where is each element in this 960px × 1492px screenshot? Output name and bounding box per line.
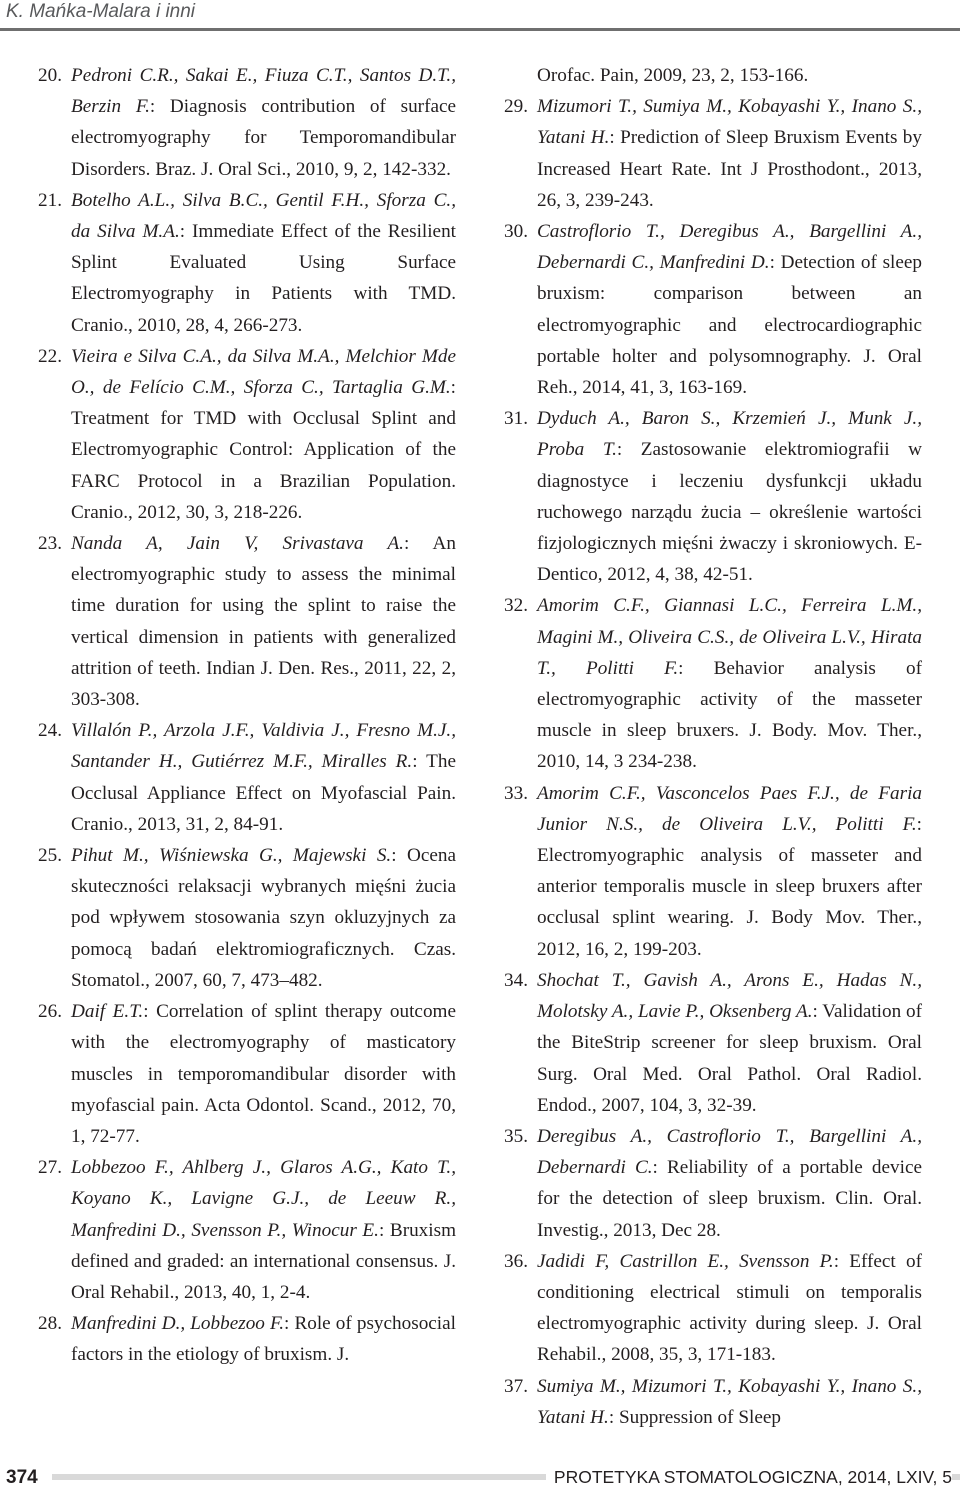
reference-item [36, 840, 456, 996]
reference-item [36, 1152, 456, 1308]
reference-text [71, 715, 456, 840]
reference-text [537, 216, 922, 403]
reference-item [36, 341, 456, 528]
reference-item [502, 60, 922, 91]
reference-details: : Suppression of Sleep [608, 1406, 781, 1428]
reference-details: : Correlation of splint therapy outcome with the electromyography of masticatory muscles in temporomandibular disorder with myofascial pain. Acta Odontol. Scand., 2012, 70, 1, 72-77. [71, 1001, 456, 1147]
reference-item [502, 1246, 922, 1371]
reference-details: : Reliability of a portable device for the detection of sleep bruxism. Clin. Oral. Investig., 2013, Dec 28. [537, 1157, 922, 1241]
reference-text [71, 60, 456, 185]
reference-item [502, 1121, 922, 1246]
reference-details: : Behavior analysis of electromyographic activity of the masseter muscle in sleep bruxers. J. Body. Mov. Ther., 2010, 14, 3 234-238. [537, 657, 922, 773]
reference-details: : Treatment for TMD with Occlusal Splint and Electromyographic Control: Application of the FARC Protocol in a Brazilian Population. Cranio., 2012, 30, 3, 218-226. [71, 377, 456, 523]
reference-details: : Prediction of Sleep Bruxism Events by Increased Heart Rate. Int J Prosthodont., 2013, 26, 3, 239-243. [537, 127, 922, 211]
reference-authors: Mizumori T., Sumiya M., Kobayashi Y., Inano S., Yatani H. [537, 96, 922, 149]
reference-authors: Jadidi F, Castrillon E., Svensson P. [537, 1250, 834, 1272]
reference-text [537, 1121, 922, 1246]
reference-authors: Nanda A, Jain V, Srivastava A. [71, 533, 404, 555]
reference-item [502, 216, 922, 403]
reference-details: : Zastosowanie elektromiografii w diagnostyce i leczeniu dysfunkcji układu ruchowego narządu żucia – określenie wartości fizjologicznych mięśni żwaczy i skroniowych. E-Dentico, 2012, 4, 38, 42-51. [537, 439, 922, 586]
reference-authors: Amorim C.F., Vasconcelos Paes F.J., de Faria Junior N.S., de Oliveira L.V., Politti F. [537, 782, 922, 835]
reference-number: 37. [504, 1375, 528, 1397]
reference-text [537, 60, 922, 91]
reference-number: 34. [504, 969, 528, 991]
reference-text [537, 590, 922, 777]
reference-details: : The Occlusal Appliance Effect on Myofascial Pain. Cranio., 2013, 31, 2, 84-91. [71, 751, 456, 835]
reference-authors: Villalón P., Arzola J.F., Valdivia J., Fresno M.J., Santander H., Gutiérrez M.F., Miralles R. [71, 720, 456, 773]
reference-authors: Lobbezoo F., Ahlberg J., Glaros A.G., Kato T., Koyano K., Lavigne G.J., de Leeuw R., Manfredini D., Svensson P., Winocur E. [71, 1157, 456, 1241]
reference-item [36, 60, 456, 185]
reference-number: 26. [38, 1001, 62, 1023]
reference-item [36, 528, 456, 715]
reference-number: 29. [504, 96, 528, 118]
reference-text [71, 1308, 456, 1370]
reference-authors: Vieira e Silva C.A., da Silva M.A., Melchior Mde O., de Felício C.M., Sforza C., Tartaglia G.M. [71, 345, 456, 399]
reference-number: 23. [38, 533, 62, 555]
reference-authors: Castroflorio T., Deregibus A., Bargellini A., Debernardi C., Manfredini D. [537, 221, 922, 274]
reference-authors: Daif E.T. [71, 1001, 144, 1023]
running-title: K. Mańka-Malara i inni [6, 1, 196, 22]
reference-item [36, 1308, 456, 1370]
page-number: 374 [0, 1463, 52, 1492]
reference-text [71, 840, 456, 996]
reference-item [502, 1371, 922, 1433]
reference-text [71, 996, 456, 1152]
reference-text [537, 778, 922, 965]
reference-item [502, 590, 922, 777]
reference-authors: Botelho A.L., Silva B.C., Gentil F.H., Sforza C., da Silva M.A. [71, 189, 456, 243]
reference-number: 31. [504, 408, 528, 430]
reference-item [36, 715, 456, 840]
reference-authors: Amorim C.F., Giannasi L.C., Ferreira L.M., Magini M., Oliveira C.S., de Oliveira L.V., Hirata T., Politti F. [537, 595, 922, 679]
reference-authors: Deregibus A., Castroflorio T., Bargellini A., Debernardi C. [537, 1125, 922, 1179]
reference-column-left [36, 60, 456, 1371]
reference-text [71, 528, 456, 715]
reference-details: : Effect of conditioning electrical stimuli on temporalis electromyographic activity during sleep. J. Oral Rehabil., 2008, 35, 3, 171-183. [537, 1250, 922, 1366]
reference-details: : Bruxism defined and graded: an international consensus. J. Oral Rehabil., 2013, 40, 1, 2-4. [71, 1219, 456, 1303]
reference-authors: Manfredini D., Lobbezoo F. [71, 1313, 285, 1335]
reference-details: : Validation of the BiteStrip screener for sleep bruxism. Oral Surg. Oral Med. Oral Pathol. Oral Radiol. Endod., 2007, 104, 3, 32-39. [537, 1001, 922, 1116]
reference-number: 24. [38, 720, 62, 742]
reference-number: 35. [504, 1125, 528, 1147]
reference-number: 30. [504, 221, 528, 243]
reference-number: 21. [38, 189, 62, 211]
reference-authors: Pihut M., Wiśniewska G., Majewski S. [71, 845, 392, 867]
reference-item [36, 185, 456, 341]
reference-details: : Electromyographic analysis of masseter and anterior temporalis muscle in sleep bruxers after occlusal splint wearing. J. Body Mov. Ther., 2012, 16, 2, 199-203. [537, 813, 922, 960]
reference-number: 22. [38, 345, 62, 367]
reference-details: : Immediate Effect of the Resilient Splint Evaluated Using Surface Electromyography in Patients with TMD. Cranio., 2010, 28, 4, 266-273. [71, 221, 457, 336]
reference-details: Orofac. Pain, 2009, 23, 2, 153-166. [537, 65, 809, 86]
reference-number: 33. [504, 782, 528, 804]
reference-authors: Sumiya M., Mizumori T., Kobayashi Y., Inano S., Yatani H. [537, 1375, 922, 1428]
reference-number: 28. [38, 1313, 62, 1335]
reference-number: 20. [38, 65, 62, 86]
reference-item [502, 403, 922, 590]
reference-item [502, 965, 922, 1121]
reference-text [537, 965, 922, 1121]
reference-authors: Pedroni C.R., Sakai E., Fiuza C.T., Santos D.T., Berzin F. [71, 65, 456, 118]
reference-details: : An electromyographic study to assess the minimal time duration for using the splint to raise the vertical dimension in patients with generalized attrition of teeth. Indian J. Den. Res., 2011, 22, 2, 303-308. [71, 533, 456, 711]
reference-column-right [502, 60, 922, 1433]
reference-item [502, 91, 922, 216]
reference-text [537, 1246, 922, 1371]
reference-details: : Detection of sleep bruxism: comparison between an electromyographic and electrocardiographic portable holter and polysomnography. J. Oral Reh., 2014, 41, 3, 163-169. [537, 252, 922, 399]
reference-text [71, 185, 456, 341]
reference-text [537, 1371, 922, 1433]
reference-text [71, 341, 456, 528]
reference-authors: Dyduch A., Baron S., Krzemień J., Munk J., Proba T. [537, 408, 922, 461]
reference-number: 27. [38, 1157, 62, 1179]
reference-text [537, 91, 922, 216]
reference-text [71, 1152, 456, 1308]
reference-number: 32. [504, 595, 528, 617]
reference-item [36, 996, 456, 1152]
reference-text [537, 403, 922, 590]
journal-citation: PROTETYKA STOMATOLOGICZNA, 2014, LXIV, 5 [546, 1463, 952, 1492]
reference-item [502, 778, 922, 965]
reference-details: : Diagnosis contribution of surface electromyography for Temporomandibular Disorders. Braz. J. Oral Sci., 2010, 9, 2, 142-332. [71, 96, 457, 180]
reference-number: 36. [504, 1250, 528, 1272]
reference-number: 25. [38, 845, 62, 867]
reference-details: : Ocena skuteczności relaksacji wybranych mięśni żucia pod wpływem stosowania szyn okluzyjnych za pomocą badań elektromiograficznych. Czas. Stomatol., 2007, 60, 7, 473–482. [71, 845, 456, 991]
running-header [0, 0, 960, 31]
reference-authors: Shochat T., Gavish A., Arons E., Hadas N., Molotsky A., Lavie P., Oksenberg A. [537, 969, 922, 1023]
reference-details: : Role of psychosocial factors in the etiology of bruxism. J. [71, 1313, 456, 1366]
